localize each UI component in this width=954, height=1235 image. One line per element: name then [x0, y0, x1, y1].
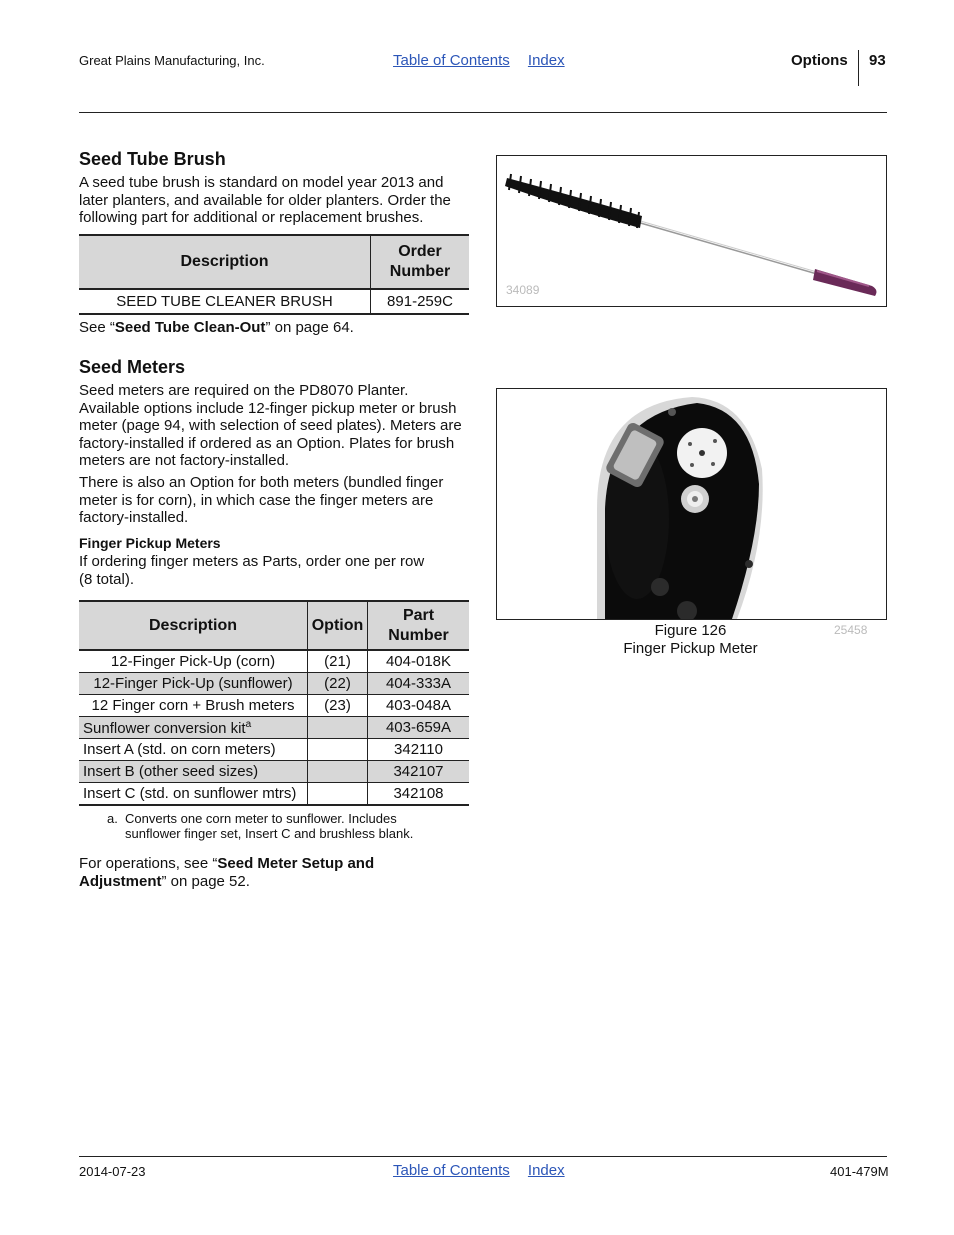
table-cell: SEED TUBE CLEANER BRUSH [79, 289, 371, 314]
page-number: 93 [869, 52, 886, 69]
finger-pickup-subheading: Finger Pickup Meters [79, 535, 221, 551]
table-cell: Insert B (other seed sizes) [79, 761, 308, 783]
table-cell: 12 Finger corn + Brush meters [79, 695, 308, 717]
header-nav [393, 52, 579, 69]
finger-meter-table [79, 600, 469, 806]
header-divider [858, 50, 859, 86]
table-row [79, 761, 469, 783]
table-row [79, 717, 469, 739]
see-reference [79, 319, 471, 337]
see-prefix: See “ [79, 319, 115, 336]
figure-caption: Finger Pickup Meter [623, 639, 758, 657]
table-cell: 12-Finger Pick-Up (corn) [79, 650, 308, 673]
footer-date: 2014-07-23 [79, 1164, 146, 1179]
footnote-ref[interactable]: a [245, 718, 252, 730]
footnote-marker: a. [107, 811, 118, 826]
seed-meters-para3 [79, 553, 471, 588]
table-cell [308, 761, 368, 783]
table-row [79, 783, 469, 806]
index-link[interactable]: Index [527, 52, 565, 69]
footer-nav [393, 1162, 579, 1179]
seed-meters-heading: Seed Meters [79, 357, 186, 377]
table-header: Part Number [368, 601, 470, 650]
table-cell: (23) [308, 695, 368, 717]
header-rule [79, 112, 887, 113]
table-cell: 403-048A [368, 695, 470, 717]
ops-ref-link-2[interactable]: Adjustment [79, 872, 162, 890]
footnote-line2: sunflower finger set, Insert C and brushless blank. [125, 826, 414, 841]
footer-toc-link[interactable]: Table of Contents [393, 1162, 510, 1179]
figure-number: Figure 126 [654, 622, 727, 639]
footer-index-link[interactable]: Index [527, 1162, 565, 1179]
table-cell: 404-333A [368, 673, 470, 695]
table-cell: 404-018K [368, 650, 470, 673]
table-header: Option [308, 601, 368, 650]
table-row [79, 650, 469, 673]
ops-prefix: For operations, see “ [79, 855, 218, 872]
document-number: 401-479M [830, 1164, 889, 1179]
footer-rule [79, 1156, 887, 1157]
para3-line2: (8 total). [79, 570, 135, 588]
table-cell: Insert A (std. on corn meters) [79, 739, 308, 761]
footnote-text [125, 811, 455, 841]
ops-suffix: ” on page 52. [161, 872, 250, 890]
table-cell [308, 783, 368, 806]
table-cell [79, 717, 308, 739]
finger-pickup-meter-image [497, 389, 886, 619]
table-cell [308, 739, 368, 761]
brush-figure-id: 34089 [506, 283, 540, 297]
table-header: Order Number [371, 235, 470, 289]
brush-order-table [79, 234, 469, 315]
table-cell: 342110 [368, 739, 470, 761]
table-row [79, 673, 469, 695]
seed-tube-brush-body: A seed tube brush is standard on model year 2013 and later planters, and available for older planters. Order the following part for additional or replacement brushes. [79, 174, 451, 226]
see-ref-link[interactable]: Seed Tube Clean-Out [114, 319, 266, 336]
table-row [79, 739, 469, 761]
seed-tube-brush-heading: Seed Tube Brush [79, 149, 226, 169]
table-cell: 891-259C [371, 289, 470, 314]
see-suffix: ” on page 64. [265, 319, 354, 336]
operations-reference [79, 855, 471, 890]
table-cell: 403-659A [368, 717, 470, 739]
ops-ref-link-1[interactable]: Seed Meter Setup and [217, 855, 375, 872]
company-name: Great Plains Manufacturing, Inc. [79, 53, 265, 68]
table-cell [308, 717, 368, 739]
table-cell: Insert C (std. on sunflower mtrs) [79, 783, 308, 806]
table-row [79, 695, 469, 717]
seed-tube-brush-image [497, 156, 886, 306]
section-title: Options [791, 52, 848, 69]
meter-figure-caption [496, 622, 885, 657]
cell-text: Sunflower conversion kit [83, 719, 246, 737]
brush-bristles [505, 174, 642, 228]
table-cell: (22) [308, 673, 368, 695]
brush-figure [496, 155, 887, 307]
para3-line1: If ordering finger meters as Parts, order one per row [79, 553, 425, 570]
toc-link[interactable]: Table of Contents [393, 52, 510, 69]
table-cell: 342108 [368, 783, 470, 806]
table-footnote [107, 811, 414, 841]
table-cell: 342107 [368, 761, 470, 783]
table-header: Description [79, 601, 308, 650]
meter-figure-id: 25458 [834, 623, 868, 637]
footnote-line1: Converts one corn meter to sunflower. Includes [125, 811, 397, 826]
seed-meters-para2: There is also an Option for both meters (bundled finger meter is for corn), in which case the finger meters are factory-installed. [79, 474, 444, 526]
meter-figure [496, 388, 887, 620]
table-cell: (21) [308, 650, 368, 673]
seed-meters-para1: Seed meters are required on the PD8070 Planter. Available options include 12-finger pickup meter or brush meter (page 94, with selection of seed plates). Meters are factory-installed if ordered as an Option. Plates for brush meters are not factory-installed. [79, 382, 462, 469]
table-cell: 12-Finger Pick-Up (sunflower) [79, 673, 308, 695]
table-header: Description [79, 235, 371, 289]
